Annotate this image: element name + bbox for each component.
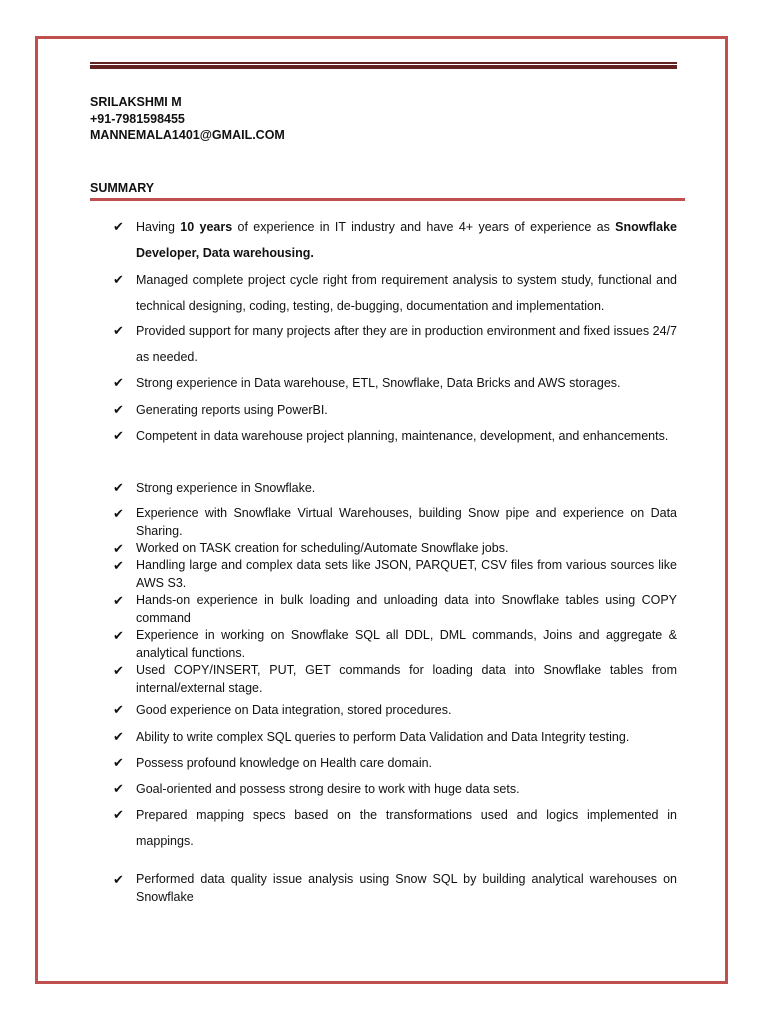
list-item: ✔ Good experience on Data integration, stored procedures.	[136, 697, 677, 723]
list-item: ✔ Strong experience in Snowflake.	[136, 475, 677, 501]
checkmark-icon: ✔	[113, 593, 124, 608]
checkmark-icon: ✔	[113, 781, 124, 796]
checkmark-icon: ✔	[113, 428, 124, 443]
checkmark-icon: ✔	[113, 541, 124, 556]
summary-heading: SUMMARY	[90, 181, 155, 195]
top-rule-thick	[90, 65, 677, 69]
list-item: ✔ Competent in data warehouse project planning, maintenance, development, and enhancements.	[136, 423, 677, 449]
summary-rule	[90, 198, 685, 201]
phone-number: +91-7981598455	[90, 111, 185, 126]
list-item: ✔ Possess profound knowledge on Health care domain.	[136, 750, 677, 776]
list-item: ✔ Ability to write complex SQL queries to perform Data Validation and Data Integrity testing.	[136, 724, 677, 750]
checkmark-icon: ✔	[113, 558, 124, 573]
checkmark-icon: ✔	[113, 375, 124, 390]
list-item: ✔ Strong experience in Data warehouse, ETL, Snowflake, Data Bricks and AWS storages.	[136, 370, 677, 396]
checkmark-icon: ✔	[113, 872, 124, 887]
checkmark-icon: ✔	[113, 272, 124, 287]
list-item: ✔ Provided support for many projects after they are in production environment and fixed issues 24/7 as needed.	[136, 318, 677, 370]
list-item: ✔ Goal-oriented and possess strong desire to work with huge data sets.	[136, 776, 677, 802]
email-address: MANNEMALA1401@GMAIL.COM	[90, 128, 285, 142]
checkmark-icon: ✔	[113, 663, 124, 678]
contact-header	[90, 94, 285, 144]
checkmark-icon: ✔	[113, 729, 124, 744]
list-item: ✔ Managed complete project cycle right from requirement analysis to system study, functional and technical designing, coding, testing, de-bugging, documentation and implementation.	[136, 267, 677, 319]
checkmark-icon: ✔	[113, 755, 124, 770]
top-rule-thin	[90, 62, 677, 64]
list-item: ✔ Experience with Snowflake Virtual Warehouses, building Snow pipe and experience on Data Sharing.	[113, 506, 677, 538]
list-item: ✔ Hands-on experience in bulk loading and unloading data into Snowflake tables using COPY command	[113, 593, 677, 625]
checkmark-icon: ✔	[113, 702, 124, 717]
list-item: ✔ Prepared mapping specs based on the transformations used and logics implemented in mappings.	[136, 802, 677, 854]
list-item: ✔ Worked on TASK creation for scheduling/Automate Snowflake jobs.	[113, 541, 509, 556]
candidate-name: SRILAKSHMI M	[90, 95, 182, 109]
checkmark-icon: ✔	[113, 219, 124, 234]
checkmark-icon: ✔	[113, 323, 124, 338]
list-item: ✔ Experience in working on Snowflake SQL all DDL, DML commands, Joins and aggregate & analytical functions.	[113, 628, 677, 660]
checkmark-icon: ✔	[113, 402, 124, 417]
list-item: ✔ Handling large and complex data sets like JSON, PARQUET, CSV files from various sources like AWS S3.	[113, 558, 677, 590]
checkmark-icon: ✔	[113, 807, 124, 822]
list-item: ✔ Performed data quality issue analysis using Snow SQL by building analytical warehouses on Snowflake	[113, 872, 677, 904]
checkmark-icon: ✔	[113, 506, 124, 521]
checkmark-icon: ✔	[113, 628, 124, 643]
list-item: ✔ Having 10 years of experience in IT industry and have 4+ years of experience as Snowflake Developer, Data warehousing.	[136, 214, 677, 266]
list-item: ✔ Used COPY/INSERT, PUT, GET commands for loading data into Snowflake tables from internal/external stage.	[113, 663, 677, 695]
checkmark-icon: ✔	[113, 480, 124, 495]
list-item: ✔ Generating reports using PowerBI.	[136, 397, 677, 423]
